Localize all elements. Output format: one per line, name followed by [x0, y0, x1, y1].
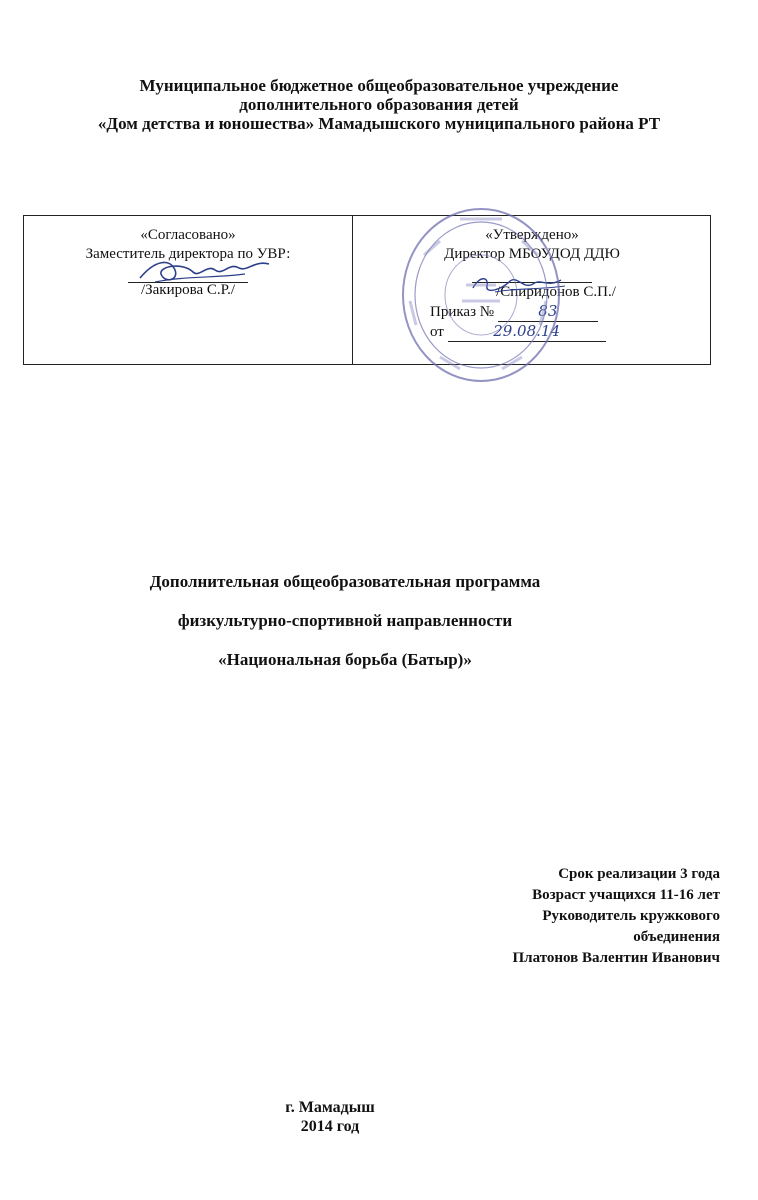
approval-table	[23, 215, 711, 365]
header-line-1: Муниципальное бюджетное общеобразовательное учреждение	[139, 76, 619, 95]
date-value: 29.08.14	[448, 322, 606, 342]
approved-heading: «Утверждено»	[485, 227, 579, 243]
agreed-name: /Закирова С.Р./	[140, 282, 236, 298]
approved-signature-row	[353, 264, 711, 283]
agreed-position: Заместитель директора по УВР:	[85, 246, 291, 262]
approval-cell-approved	[353, 226, 711, 342]
leader-name: Платонов Валентин Иванович	[512, 950, 720, 966]
approved-name: /Спиридонов С.П./	[496, 284, 616, 300]
program-title-line-3: «Национальная борьба (Батыр)»	[218, 650, 472, 669]
agreed-heading: «Согласовано»	[140, 227, 236, 243]
order-row	[353, 302, 711, 322]
program-title-line-2: физкультурно-спортивной направленности	[177, 611, 513, 630]
footer-year: 2014 год	[300, 1118, 360, 1135]
page-footer	[0, 1098, 660, 1136]
program-title	[0, 562, 690, 679]
leader-label-2: объединения	[633, 929, 720, 945]
header-line-3: «Дом детства и юношества» Мамадышского муниципального района РТ	[97, 114, 661, 133]
header-line-2: дополнительного образования детей	[239, 95, 519, 114]
institution-header	[0, 76, 758, 133]
approval-cell-agreed	[24, 226, 352, 300]
student-age: Возраст учащихся 11-16 лет	[532, 887, 720, 903]
order-label: Приказ №	[430, 304, 495, 320]
date-label: от	[430, 324, 444, 340]
program-term: Срок реализации 3 года	[558, 866, 720, 882]
program-info	[513, 864, 720, 969]
program-title-line-1: Дополнительная общеобразовательная программа	[149, 572, 541, 591]
footer-city: г. Мамадыш	[285, 1099, 375, 1116]
leader-label-1: Руководитель кружкового	[542, 908, 720, 924]
date-row	[353, 322, 711, 342]
approved-position: Директор МБОУДОД ДДЮ	[444, 246, 620, 262]
order-number: 83	[498, 302, 598, 322]
